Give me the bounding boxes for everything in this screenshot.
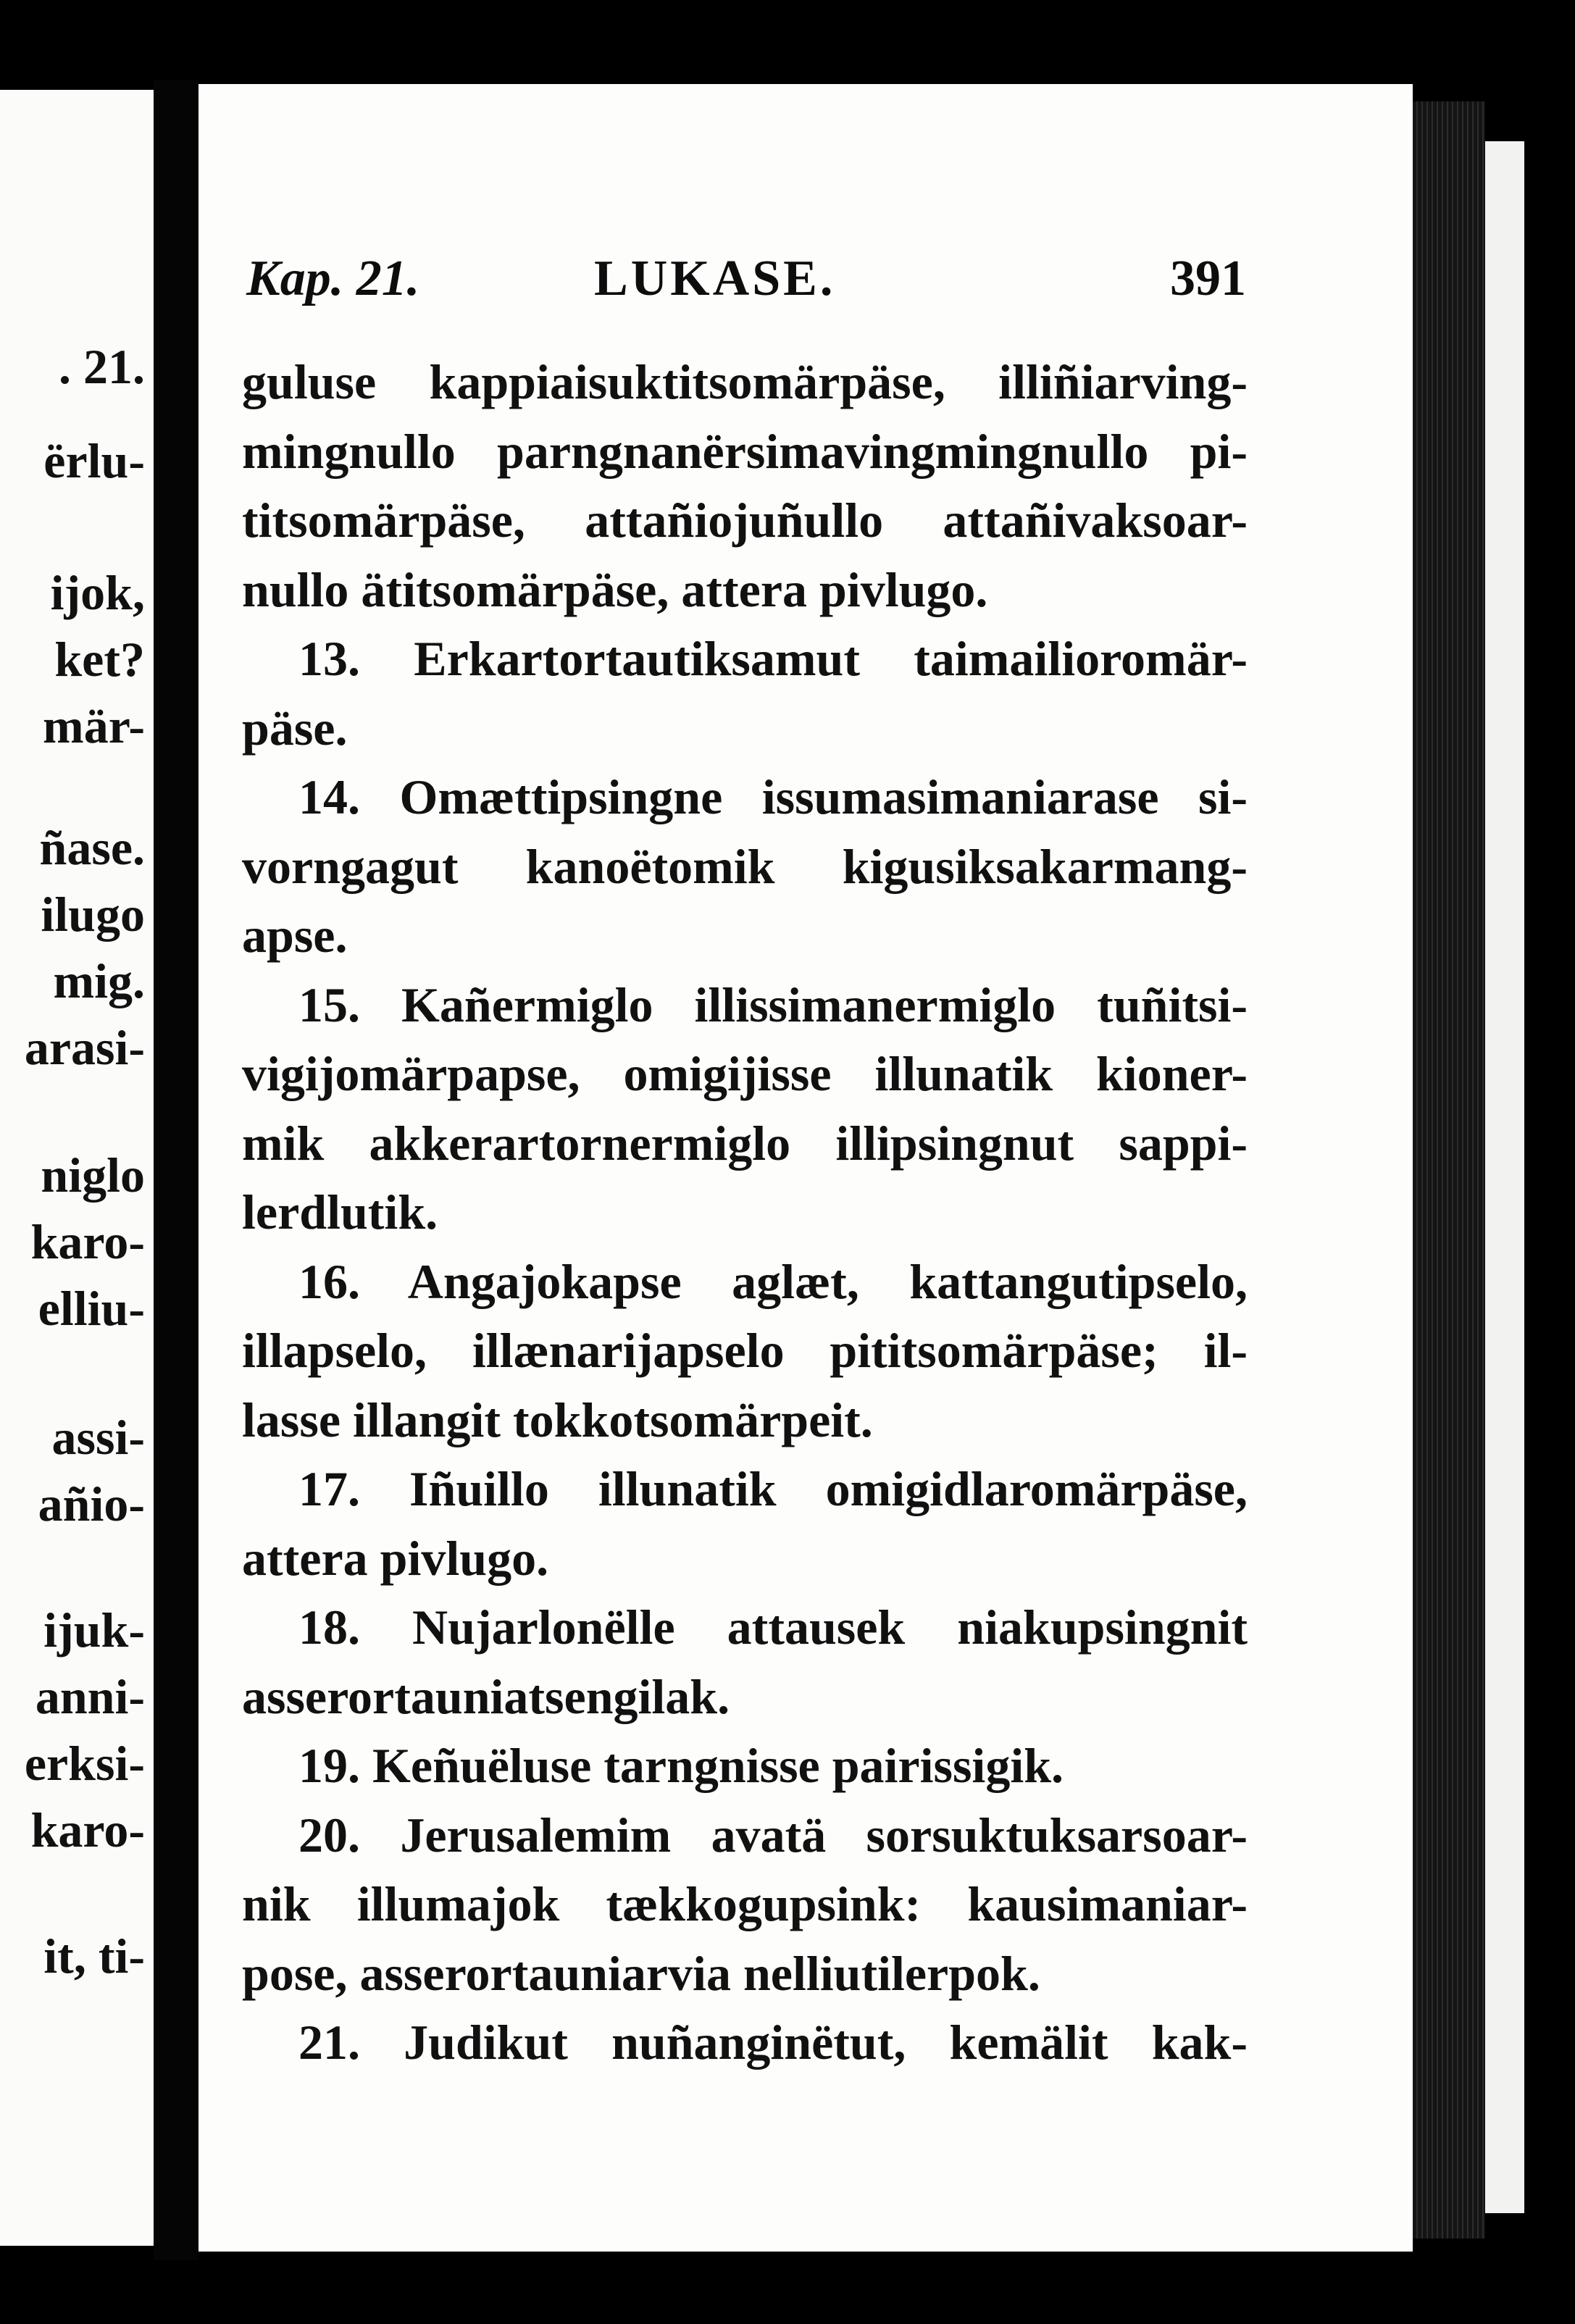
book-title: LUKASE.: [594, 251, 836, 306]
facing-page-fragment: ërlu-: [43, 433, 145, 488]
text-line: illapselo, illænarijapselo pititsomärpäse; il-: [242, 1323, 1248, 1378]
text-line: guluse kappiaisuktitsomärpäse, illiñiarving-: [242, 354, 1248, 409]
verse-line: 21. Judikut nuñanginëtut, kemälit kak-: [298, 2015, 1248, 2070]
facing-page-strip: [0, 90, 154, 2246]
text-line: vorngagut kanoëtomik kigusiksakarmang-: [242, 838, 1248, 894]
verse-line: 20. Jerusalemim avatä sorsuktuksarsoar-: [298, 1807, 1248, 1863]
verse-line: 15. Kañermiglo illissimanermiglo tuñitsi-: [298, 977, 1248, 1032]
facing-page-fragment: ijuk-: [43, 1602, 145, 1658]
text-line: mik akkerartornermiglo illipsingnut sappi-: [242, 1115, 1248, 1171]
text-line: päse.: [242, 700, 348, 756]
facing-page-fragment: . 21.: [59, 339, 145, 394]
facing-page-fragment: assi-: [51, 1410, 145, 1465]
facing-page-fragment: anni-: [35, 1669, 145, 1724]
text-line: asserortauniatsengilak.: [242, 1668, 730, 1724]
chapter-label: Kap. 21.: [246, 251, 420, 306]
verse-line: 16. Angajokapse aglæt, kattangutipselo,: [298, 1253, 1248, 1309]
back-page-edge: [1485, 141, 1524, 2213]
facing-page-fragment: niglo: [41, 1148, 145, 1203]
text-line: attera pivlugo.: [242, 1530, 549, 1586]
facing-page-fragment: ilugo: [41, 887, 145, 942]
facing-page-fragment: erksi-: [24, 1736, 145, 1791]
verse-line: 14. Omættipsingne issumasimaniarase si-: [298, 769, 1248, 824]
text-line: titsomärpäse, attañiojuñullo attañivaksoar-: [242, 493, 1248, 548]
text-line: lerdlutik.: [242, 1184, 438, 1240]
text-line: apse.: [242, 908, 348, 963]
verse-line: 13. Erkartortautiksamut taimailioromär-: [298, 631, 1248, 686]
text-line: vigijomärpapse, omigijisse illunatik kioner-: [242, 1046, 1248, 1101]
page-number: 391: [1170, 251, 1246, 306]
facing-page-fragment: mig.: [53, 953, 145, 1008]
facing-page-fragment: karo-: [30, 1802, 145, 1857]
running-header: [246, 246, 1246, 312]
text-line: nullo ätitsomärpäse, attera pivlugo.: [242, 561, 988, 617]
page-edges: [1413, 101, 1485, 2239]
facing-page-fragment: arasi-: [24, 1020, 145, 1075]
text-line: nik illumajok tækkogupsink: kausimaniar-: [242, 1876, 1248, 1931]
verse-line: 19. Keñuëluse tarngnisse pairissigik.: [298, 1738, 1064, 1793]
text-line: lasse illangit tokkotsomärpeit.: [242, 1392, 873, 1447]
facing-page-fragment: karo-: [30, 1214, 145, 1269]
facing-page-fragment: añio-: [38, 1476, 145, 1531]
text-line: pose, asserortauniarvia nelliutilerpok.: [242, 1945, 1040, 2001]
facing-page-fragment: mär-: [43, 698, 145, 753]
facing-page-fragment: ijok,: [50, 565, 145, 620]
facing-page-fragment: ñase.: [39, 820, 145, 875]
text-line: mingnullo parngnanërsimavingmingnullo pi-: [242, 423, 1248, 479]
book-gutter: [154, 80, 199, 2260]
facing-page-fragment: it, ti-: [43, 1928, 145, 1984]
verse-line: 18. Nujarlonëlle attausek niakupsingnit: [298, 1600, 1248, 1655]
facing-page-fragment: elliu-: [38, 1281, 145, 1336]
verse-line: 17. Iñuillo illunatik omigidlaromärpäse,: [298, 1461, 1248, 1516]
facing-page-fragment: ket?: [54, 632, 145, 687]
body-text: [242, 348, 1248, 2078]
